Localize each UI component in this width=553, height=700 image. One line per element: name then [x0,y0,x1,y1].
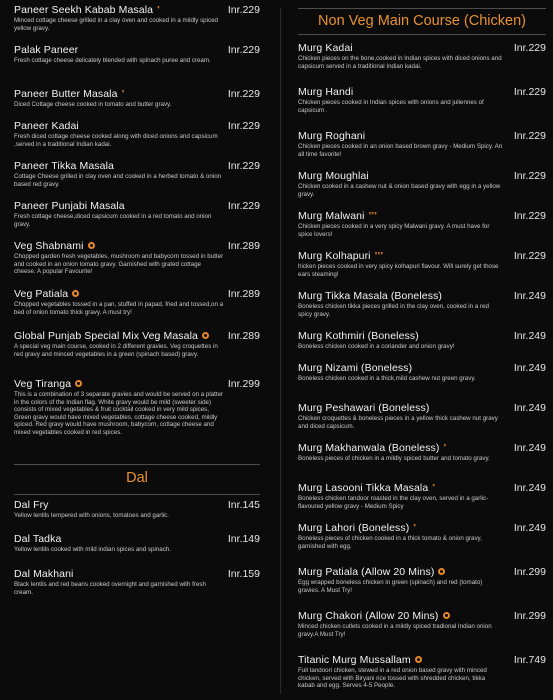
chili-icon: ❜ [157,5,160,14]
dish-price: Inr.299 [513,566,546,578]
dish-name [298,654,422,666]
dish-price: Inr.229 [227,160,260,172]
dish-price: Inr.299 [227,378,260,390]
dish-description: Boneless chicken cooked in a thick,mild cashew nut green gravy. [298,375,476,382]
dish-price: Inr.229 [513,42,546,54]
dish-price: Inr.249 [513,290,546,302]
dish-description: Minced chicken cutlets cooked in a mildly spiced tradional Indian onion gravy.A Must Try! [298,623,492,638]
dish-price: Inr.249 [513,362,546,374]
dish-price: Inr.299 [513,610,546,622]
dish-name [14,568,73,580]
dish-description: A special veg main course, cooked in 2 different gravies. Veg croquettes in red gravy and minced vegetables in a green (spinach based) gravy. [14,343,218,358]
dish-name [14,4,160,16]
dish-description: Yellow lentils tempered with onions, tomatoes and garlic. [14,512,169,519]
dish-name-text: Paneer Butter Masala [14,88,118,100]
chili-icon: ❜ [413,523,417,532]
star-badge-icon [88,242,95,249]
dish-description: Boneless chicken tikka pieces grilled in the clay oven, cooked in a red spicy gravy. [298,303,489,318]
dish-name [298,566,445,578]
dish-name-text: Veg Patiala [14,288,69,300]
dish-name-text: Murg Makhanwala (Boneless) [298,442,440,454]
chili-icon: ❜ [443,443,447,452]
star-badge-icon [72,290,79,297]
dish-price: Inr.149 [227,533,260,545]
dal-rule-top [14,464,260,465]
star-badge-icon [443,612,450,619]
dish-name-text: Murg Chakori (Allow 20 Mins) [298,610,439,622]
dish-name [298,86,353,98]
dish-description: This is a combination of 3 separate gravies and would be served on a platter in the colors of the Indian flag. White gravy would be mild (sweeter side) consists of mixed vegetables & fruit cocktail cooked in very mild spices, Green gravy would have mixed vegetables, cottage cheese cooked, mildly spiced. Red gravy would have mushroom, babycorn, cottage cheese and mixed vegetables cooked in red spices. [14,391,224,436]
dish-name [298,522,416,534]
dish-description: Black lentils and red beans cooked overnight and garnished with fresh cream. [14,581,206,596]
dish-description: Cottage Cheese grilled in clay oven and cooked in a herbed tomato & onion based red gravy. [14,173,222,188]
dish-name [298,210,377,222]
dish-price: Inr.229 [227,200,260,212]
dish-description: Chicken pieces on the bone,cooked in Indian spices with diced onions and capsicum served in a traditional Indian kadai. [298,55,502,70]
dish-price: Inr.145 [227,499,260,511]
chili-icon: ❜ [432,483,436,492]
dish-price: Inr.289 [227,240,260,252]
dish-name-text: Murg Nizami (Boneless) [298,362,413,374]
dish-price: Inr.229 [227,4,260,16]
dish-description: Egg wrapped boneless chicken in green (spinach) and red (tomato) gravies. A Must Try! [298,579,483,594]
dish-price: Inr.159 [227,568,260,580]
dish-description: Fresh diced cottage cheese cooked along with diced onions and capsicum ,served in a traditional Indian kadai. [14,133,218,148]
dish-price: Inr.229 [513,130,546,142]
chicken-heading: Non Veg Main Course (Chicken) [318,13,526,29]
dish-description: Boneless chicken tandoor roasted in the clay oven, served in a garlic-flavoured yellow gravy - Medium Spicy [298,495,489,510]
dish-name-text: Murg Tikka Masala (Boneless) [298,290,443,302]
star-badge-icon [202,332,209,339]
chicken-rule-top [298,8,546,9]
dish-price: Inr.229 [227,44,260,56]
dish-name-text: Paneer Kadai [14,120,79,132]
dish-name [14,240,95,252]
star-badge-icon [415,656,422,663]
dish-name [298,130,365,142]
dish-name [14,330,209,342]
dish-price: Inr.249 [513,482,546,494]
dish-price: Inr.229 [227,120,260,132]
dish-description: Chopped garden fresh vegetables, mushroom and babycorn tossed in butter and cooked in an onion tomato gravy. Garnished with grated cottage cheese. A popular Favourite! [14,253,224,276]
dish-description: Fresh cottage cheese,diced capsicum cooked in a red tomato and onion gravy. [14,213,212,228]
dish-name [14,120,79,132]
dish-name-text: Veg Tiranga [14,378,72,390]
dish-name-text: Veg Shabnami [14,240,84,252]
dish-price: Inr.749 [513,654,546,666]
dish-description: Chicken pieces cooked in Indian spices with onions and juliennes of capsicum . [298,99,484,114]
dish-price: Inr.229 [513,210,546,222]
dish-name-text: Paneer Tikka Masala [14,160,114,172]
chili-icon: ❜❜❜ [374,251,384,260]
dish-name-text: Murg Patiala (Allow 20 Mins) [298,566,435,578]
dish-description: Chopped vegetables tossed in a pan, stuffed in papad, fried and tossed,on a bed of onion tomato thick gravy. A must try! [14,301,224,316]
dish-name-text: Murg Lahori (Boneless) [298,522,410,534]
dish-description: Full tandoori chicken, stewed in a red onion based gravy with minced chicken, served with Biryani rice tossed with shredded chicken, tikka kabab and egg. Serves 4-5 People. [298,667,487,690]
dish-description: Minced cottage cheese grilled in a clay oven and cooked in a mildly spiced yellow gravy. [14,17,218,32]
dish-description: Boneless pieces of chicken in a mildly spiced butter and tomato gravy. [298,455,490,462]
dish-name-text: Palak Paneer [14,44,79,56]
dish-name-text: Murg Peshawari (Boneless) [298,402,430,414]
dish-price: Inr.229 [513,250,546,262]
dish-name [298,330,419,342]
dish-name [298,402,429,414]
chili-icon: ❜ [121,89,125,98]
dish-name-text: Dal Fry [14,499,49,511]
dish-description: Chicken pieces cooked in an onion based brown gravy - Medium Spicy. An all time favorite! [298,143,503,158]
dish-name-text: Murg Kolhapuri [298,250,371,262]
dish-price: Inr.229 [513,170,546,182]
dish-name-text: Titanic Murg Mussallam [298,654,411,666]
column-divider [280,8,281,694]
dish-description: Fresh cottage cheese delicately blended with spinach puree and cream. [14,57,211,64]
dish-name [298,42,353,54]
dish-price: Inr.289 [227,288,260,300]
dish-price: Inr.229 [227,88,260,100]
dish-description: Yellow lentils cooked with mild indian spices and spinach. [14,546,171,553]
dish-description: Boneless chicken cooked in a coriander and onion gravy! [298,343,455,350]
dish-price: Inr.229 [513,86,546,98]
dish-name-text: Dal Makhani [14,568,74,580]
dish-description: Chicken pieces cooked in a very spicy Malwani gravy. A must have for spice lovers! [298,223,490,238]
left-column [14,0,260,700]
dish-name [298,362,412,374]
dish-name [14,378,82,390]
dish-name [14,160,114,172]
dish-price: Inr.249 [513,522,546,534]
dal-rule-bottom [14,494,260,495]
dish-price: Inr.249 [513,442,546,454]
dish-name [14,533,61,545]
chili-icon: ❜❜❜ [368,211,378,220]
star-badge-icon [75,380,82,387]
dish-description: Chicken croquettes & boneless pieces in a yellow thick cashew nut gravy and diced capsicum. [298,415,498,430]
dish-description: Chicken cooked in a cashew nut & onion based gravy with egg in a yellow gravy. [298,183,501,198]
dish-name-text: Paneer Punjabi Masala [14,200,125,212]
dal-heading: Dal [126,470,148,486]
dish-name-text: Murg Handi [298,86,354,98]
dish-name-text: Global Punjab Special Mix Veg Masala [14,330,198,342]
dish-name [14,200,125,212]
dish-name [14,88,124,100]
dish-name [298,442,446,454]
dish-name [298,610,450,622]
dish-price: Inr.249 [513,330,546,342]
dish-name [298,482,435,494]
dish-description: hicken pieces cooked in very spicy kolhapuri flavour. Will surely get those ears steaming! [298,263,499,278]
dish-name-text: Murg Lasooni Tikka Masala [298,482,429,494]
dish-name [298,290,442,302]
dish-name [14,288,79,300]
dish-name-text: Paneer Seekh Kabab Masala [14,4,154,16]
star-badge-icon [438,568,445,575]
dish-price: Inr.249 [513,402,546,414]
right-column [298,0,546,700]
dish-price: Inr.289 [227,330,260,342]
dish-name [14,499,49,511]
dish-name-text: Murg Moughlai [298,170,369,182]
chicken-rule-bottom [298,34,546,35]
dish-name-text: Dal Tadka [14,533,62,545]
dish-description: Diced Cottage cheese cooked in tomato and butter gravy. [14,101,172,108]
dish-name [298,250,383,262]
dish-name-text: Murg Kadai [298,42,353,54]
dish-description: Boneless pieces of chicken cooked in a thick tomato & onion gravy, garnished with egg. [298,535,482,550]
dish-name [14,44,78,56]
dish-name-text: Murg Kothmiri (Boneless) [298,330,419,342]
dish-name-text: Murg Roghani [298,130,366,142]
dish-name [298,170,369,182]
dish-name-text: Murg Malwani [298,210,365,222]
